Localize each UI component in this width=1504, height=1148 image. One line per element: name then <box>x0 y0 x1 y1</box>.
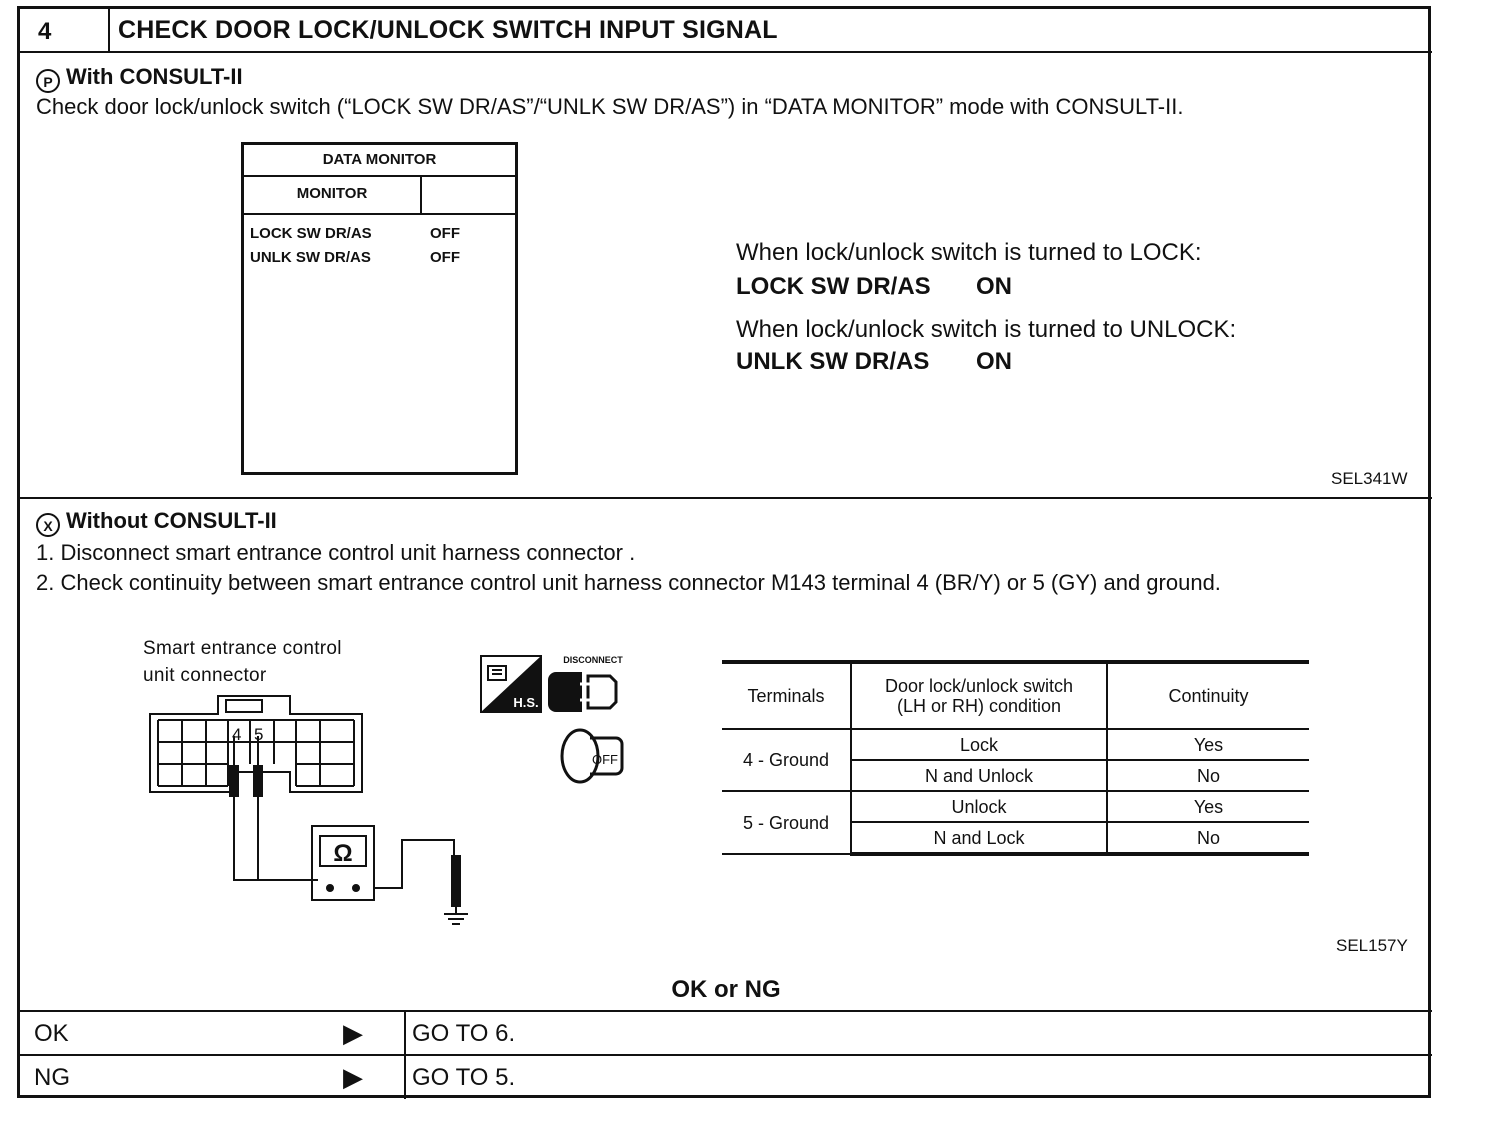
unlock-condition: When lock/unlock switch is turned to UNLOCK: <box>736 316 1237 343</box>
ignition-off-icon <box>562 730 622 782</box>
table-row <box>722 729 1309 760</box>
condition-cell: Unlock <box>851 791 1107 822</box>
harness-connector <box>150 696 468 924</box>
condition-cell: Lock <box>851 729 1107 760</box>
data-monitor-screen <box>241 142 518 475</box>
lock-condition: When lock/unlock switch is turned to LOCK: <box>736 239 1202 266</box>
column-header-condition <box>851 662 1107 729</box>
condition-header-line1: Door lock/unlock switch <box>884 676 1074 696</box>
continuity-cell: Yes <box>1107 791 1309 822</box>
monitor-column-header: MONITOR <box>296 185 368 202</box>
header-vertical-divider <box>108 8 110 52</box>
result-row-divider <box>18 1054 1432 1056</box>
connector-label: Smart entrance control <box>143 638 342 659</box>
step-title: CHECK DOOR LOCK/UNLOCK SWITCH INPUT SIGNAL <box>118 16 778 44</box>
data-monitor-title: DATA MONITOR <box>322 151 437 168</box>
consult-tool-icon: P <box>36 69 60 93</box>
figure-ref: SEL157Y <box>1336 936 1408 955</box>
condition-cell: N and Lock <box>851 822 1107 854</box>
ok-label: OK <box>34 1020 69 1047</box>
tool-icons <box>480 654 640 788</box>
table-row <box>722 791 1309 822</box>
ohmmeter-symbol: Ω <box>333 840 353 867</box>
monitor-row-item: LOCK SW DR/AS <box>250 225 372 242</box>
result-heading: OK or NG <box>671 976 781 1003</box>
continuity-cell: Yes <box>1107 729 1309 760</box>
result-column-divider <box>404 1011 406 1099</box>
continuity-test-diagram <box>140 690 480 930</box>
continuity-cell: No <box>1107 760 1309 791</box>
key-off-label: OFF <box>592 752 618 767</box>
monitor-row-item: UNLK SW DR/AS <box>250 249 371 266</box>
without-consult-heading <box>36 508 277 537</box>
connector-label: unit connector <box>143 665 267 686</box>
column-header-continuity: Continuity <box>1107 662 1309 729</box>
pin-4-label: 4 <box>232 725 242 744</box>
with-consult-heading <box>36 64 243 93</box>
with-consult-instruction: Check door lock/unlock switch (“LOCK SW DR/AS”/“UNLK SW DR/AS”) in “DATA MONITOR” mode with CONSULT-II. <box>36 94 1184 119</box>
monitor-row-value: OFF <box>430 225 460 242</box>
table-header-row <box>722 662 1309 729</box>
figure-ref: SEL341W <box>1331 469 1408 488</box>
terminals-cell: 4 - Ground <box>722 729 851 791</box>
step-1-text: 1. Disconnect smart entrance control unit harness connector . <box>36 540 636 565</box>
ok-arrow-icon: ▶ <box>343 1018 363 1048</box>
continuity-table <box>722 660 1309 856</box>
section-divider <box>18 497 1432 499</box>
disconnect-label: DISCONNECT <box>563 655 623 665</box>
monitor-row-value: OFF <box>430 249 460 266</box>
ok-action: GO TO 6. <box>412 1020 516 1047</box>
ng-arrow-icon: ▶ <box>343 1062 363 1092</box>
step-2-text: 2. Check continuity between smart entrance control unit harness connector M143 terminal 4 (BR/Y) or 5 (GY) and ground. <box>36 570 1221 595</box>
pin-5-label: 5 <box>254 725 264 744</box>
no-consult-icon: X <box>36 513 60 537</box>
unlock-result-value: ON <box>976 348 1012 375</box>
lock-result-value: ON <box>976 273 1012 300</box>
continuity-cell: No <box>1107 822 1309 854</box>
monitor-header-divider <box>244 213 515 215</box>
condition-cell: N and Unlock <box>851 760 1107 791</box>
column-header-terminals: Terminals <box>722 662 851 729</box>
with-consult-heading-text: With CONSULT-II <box>66 64 243 89</box>
result-divider <box>18 1010 1432 1012</box>
condition-header-line2: (LH or RH) condition <box>896 696 1062 716</box>
harness-side-icon <box>481 656 541 712</box>
step-number: 4 <box>38 18 52 45</box>
terminals-cell: 5 - Ground <box>722 791 851 854</box>
disconnect-icon <box>548 655 623 712</box>
ng-label: NG <box>34 1064 70 1091</box>
monitor-column-divider <box>420 175 422 213</box>
ng-action: GO TO 5. <box>412 1064 516 1091</box>
header-divider <box>18 51 1432 53</box>
without-consult-heading-text: Without CONSULT-II <box>66 508 277 533</box>
lock-result-item: LOCK SW DR/AS <box>736 273 931 300</box>
monitor-title-divider <box>244 175 515 177</box>
hs-label: H.S. <box>513 695 539 710</box>
unlock-result-item: UNLK SW DR/AS <box>736 348 930 375</box>
